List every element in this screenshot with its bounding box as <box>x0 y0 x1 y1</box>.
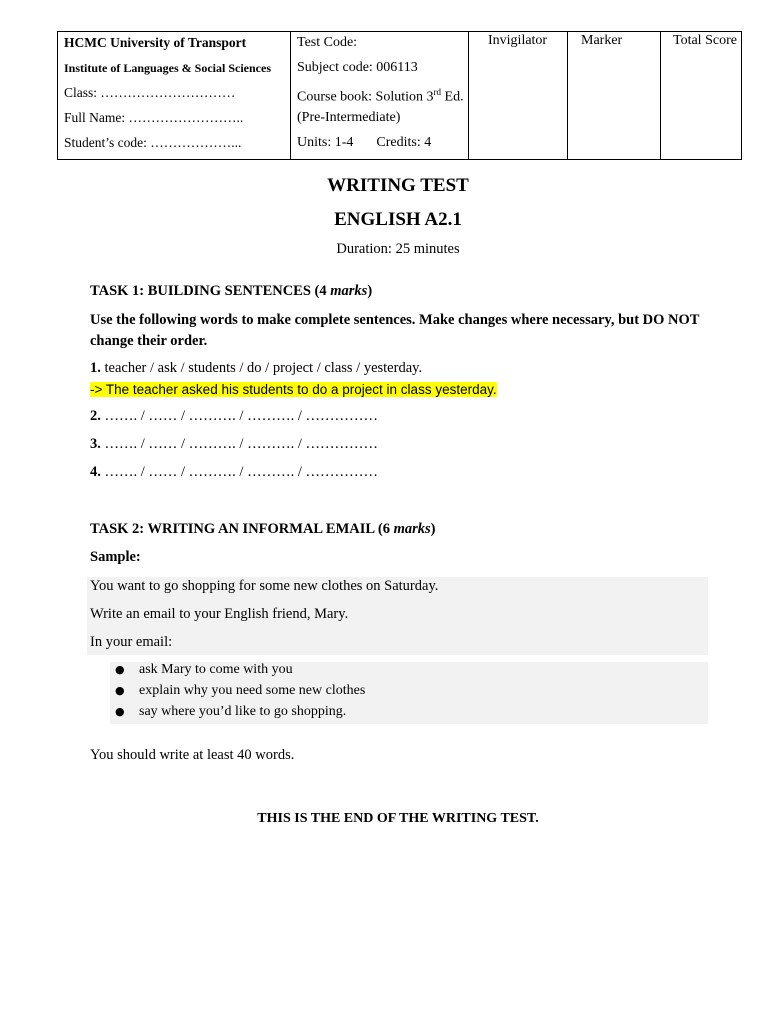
test-title: WRITING TEST <box>327 175 469 196</box>
marker-label: Marker <box>581 33 623 48</box>
invigilator-label: Invigilator <box>488 33 548 48</box>
bullet-item: ● ask Mary to come with you <box>115 662 293 677</box>
student-info-cell <box>58 32 291 160</box>
example-answer: -> The teacher asked his students to do a project in class yesterday. <box>90 382 497 397</box>
total-score-cell <box>661 32 742 160</box>
task1-item-3[interactable]: 3. ……. / …… / ………. / ………. / …………… <box>90 436 378 452</box>
bullet-icon: ● <box>115 705 125 718</box>
prompt-line: You want to go shopping for some new clothes on Saturday. <box>90 578 439 594</box>
prompt-line: In your email: <box>90 634 173 650</box>
bullet-icon: ● <box>115 684 125 697</box>
task1-heading: TASK 1: BUILDING SENTENCES (4 marks) <box>90 283 373 299</box>
task1-instruction: Use the following words to make complete sentences. Make changes where necessary, but DO NOT change their order. <box>90 312 700 349</box>
example-prompt: 1. teacher / ask / students / do / project / class / yesterday. <box>90 360 423 376</box>
full-name-field[interactable]: Full Name: …………………….. <box>64 110 244 125</box>
end-of-test: THIS IS THE END OF THE WRITING TEST. <box>257 811 539 826</box>
bullet-item: ● explain why you need some new clothes <box>115 683 366 698</box>
prompt-line: Write an email to your English friend, Mary. <box>90 606 349 622</box>
task1-example <box>90 358 710 401</box>
task1-item-4[interactable]: 4. ……. / …… / ………. / ………. / …………… <box>90 464 378 480</box>
sample-label: Sample: <box>90 549 141 565</box>
test-subtitle: ENGLISH A2.1 <box>334 209 462 230</box>
word-requirement: You should write at least 40 words. <box>90 747 295 763</box>
test-duration: Duration: 25 minutes <box>336 241 460 257</box>
task1-item-2[interactable]: 2. ……. / …… / ………. / ………. / …………… <box>90 408 378 424</box>
bullet-icon: ● <box>115 663 125 676</box>
total-score-label: Total Score <box>673 33 737 48</box>
class-field[interactable]: Class: ………………………… <box>64 85 236 100</box>
test-code: Test Code: <box>297 35 358 50</box>
task2-heading: TASK 2: WRITING AN INFORMAL EMAIL (6 marks) <box>90 521 436 537</box>
university-name: HCMC University of Transport <box>64 35 247 50</box>
units-credits: Units: 1-4 Credits: 4 <box>297 135 432 150</box>
institute-name: Institute of Languages & Social Sciences <box>64 61 271 75</box>
subject-code: Subject code: 006113 <box>297 60 418 75</box>
course-book: Course book: Solution 3rd Ed. <box>297 87 464 105</box>
invigilator-cell <box>469 32 568 160</box>
marker-cell <box>568 32 661 160</box>
course-level: (Pre-Intermediate) <box>297 110 401 125</box>
student-code-field[interactable]: Student’s code: ………………... <box>64 135 242 150</box>
exam-header-table <box>57 31 742 160</box>
bullet-item: ● say where you’d like to go shopping. <box>115 704 347 719</box>
test-info-cell <box>291 32 469 160</box>
